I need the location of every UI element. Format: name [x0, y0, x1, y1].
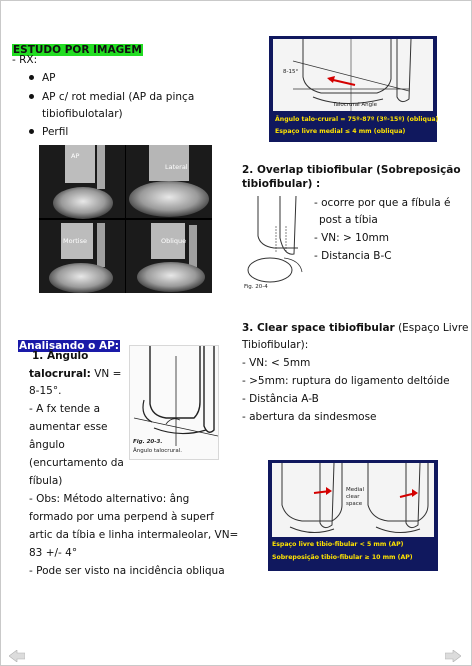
- figure-talocrural-oblique: [269, 36, 437, 142]
- figure-drawing: [273, 39, 433, 111]
- clearspace-line-1: - VN: < 5mm: [242, 357, 311, 369]
- figure-clearspace-caption-2: Sobreposição tibio-fibular ≥ 10 mm (AP): [272, 554, 413, 561]
- figure-clearspace-label: Medial clear space: [346, 487, 365, 507]
- figure-talocrural-caption2: Ângulo talocrural.: [133, 448, 182, 454]
- figure-talocrural-caption1: Fig. 20-3.: [133, 439, 163, 445]
- overlap-line-1: - ocorre por que a fíbula é: [314, 197, 451, 209]
- figure-clearspace-drawing: [272, 463, 434, 537]
- analysis-title: Analisando o AP:: [19, 340, 119, 352]
- xray-label-lateral: Lateral: [165, 163, 188, 171]
- figure-clearspace: [268, 460, 438, 571]
- overlap-line-2: post a tíbia: [319, 214, 378, 226]
- analysis-obs-3: artic da tíbia e linha intermaleolar, VN=: [29, 529, 239, 541]
- analysis-line-2: - A fx tende a: [29, 403, 101, 415]
- overlap-line-3: - VN: > 10mm: [314, 232, 389, 244]
- analysis-line-5: (encurtamento da: [29, 457, 124, 469]
- analysis-obs-1: - Obs: Método alternativo: âng: [29, 493, 190, 505]
- figure-caption-1: Ângulo talo-crural = 75º-87º (3º-15º) (obliqua): [275, 116, 439, 123]
- analysis-obs-4: 83 +/- 4°: [29, 547, 78, 559]
- analysis-line-4: ângulo: [29, 439, 65, 451]
- figure-caption-2: Espaço livre medial ≤ 4 mm (obliqua): [275, 128, 406, 135]
- figure-angle-label: 8-15°: [283, 69, 299, 75]
- clearspace-line-4: - abertura da sindesmose: [242, 411, 377, 423]
- analysis-obs-5: - Pode ser visto na incidência obliqua: [29, 565, 225, 577]
- clearspace-title-line2: Tibiofibular):: [242, 339, 309, 351]
- rx-item-ap-rot: AP c/ rot medial (AP da pinça: [29, 90, 194, 104]
- rx-item-ap: AP: [29, 71, 56, 85]
- rx-item-ap-rot-cont: tibiofibulotalar): [42, 108, 123, 120]
- arrow-left-icon[interactable]: [9, 647, 25, 659]
- figure-overlap-label: Fig. 20-4: [244, 284, 268, 290]
- analysis-obs-2: formado por uma perpend à superf: [29, 511, 215, 523]
- clearspace-line-2: - >5mm: ruptura do ligamento deltóide: [242, 375, 450, 387]
- section-title: ESTUDO POR IMAGEM: [13, 44, 142, 56]
- analysis-line-3: aumentar esse: [29, 421, 108, 433]
- xray-label-mortise: Mortise: [63, 237, 87, 245]
- overlap-line-4: - Distancia B-C: [314, 250, 392, 262]
- xray-grid: [39, 145, 212, 293]
- analysis-item-title2: talocrural: VN =: [29, 368, 122, 380]
- arrow-right-icon[interactable]: [445, 647, 461, 659]
- figure-clearspace-caption-1: Espaço livre tibio-fibular < 5 mm (AP): [272, 541, 404, 548]
- analysis-line-6: fíbula): [29, 475, 63, 487]
- clearspace-title: 3. Clear space tibiofibular (Espaço Livre: [242, 322, 469, 334]
- xray-label-ap: AP: [71, 152, 80, 160]
- rx-label: - RX:: [12, 54, 38, 66]
- overlap-title: 2. Overlap tibiofibular (Sobreposição tibiofibular) :: [242, 164, 461, 190]
- figure-talocrural: [129, 345, 219, 460]
- analysis-item-title: 1. Ângulo: [32, 350, 89, 362]
- analysis-line-1: 8-15°.: [29, 385, 62, 397]
- figure-angle-name: Talocrural Angle: [333, 102, 378, 108]
- xray-label-oblique: Oblique: [161, 237, 187, 245]
- clearspace-line-3: - Distância A-B: [242, 393, 319, 405]
- rx-item-perfil: Perfil: [29, 125, 68, 139]
- figure-overlap: [240, 196, 312, 294]
